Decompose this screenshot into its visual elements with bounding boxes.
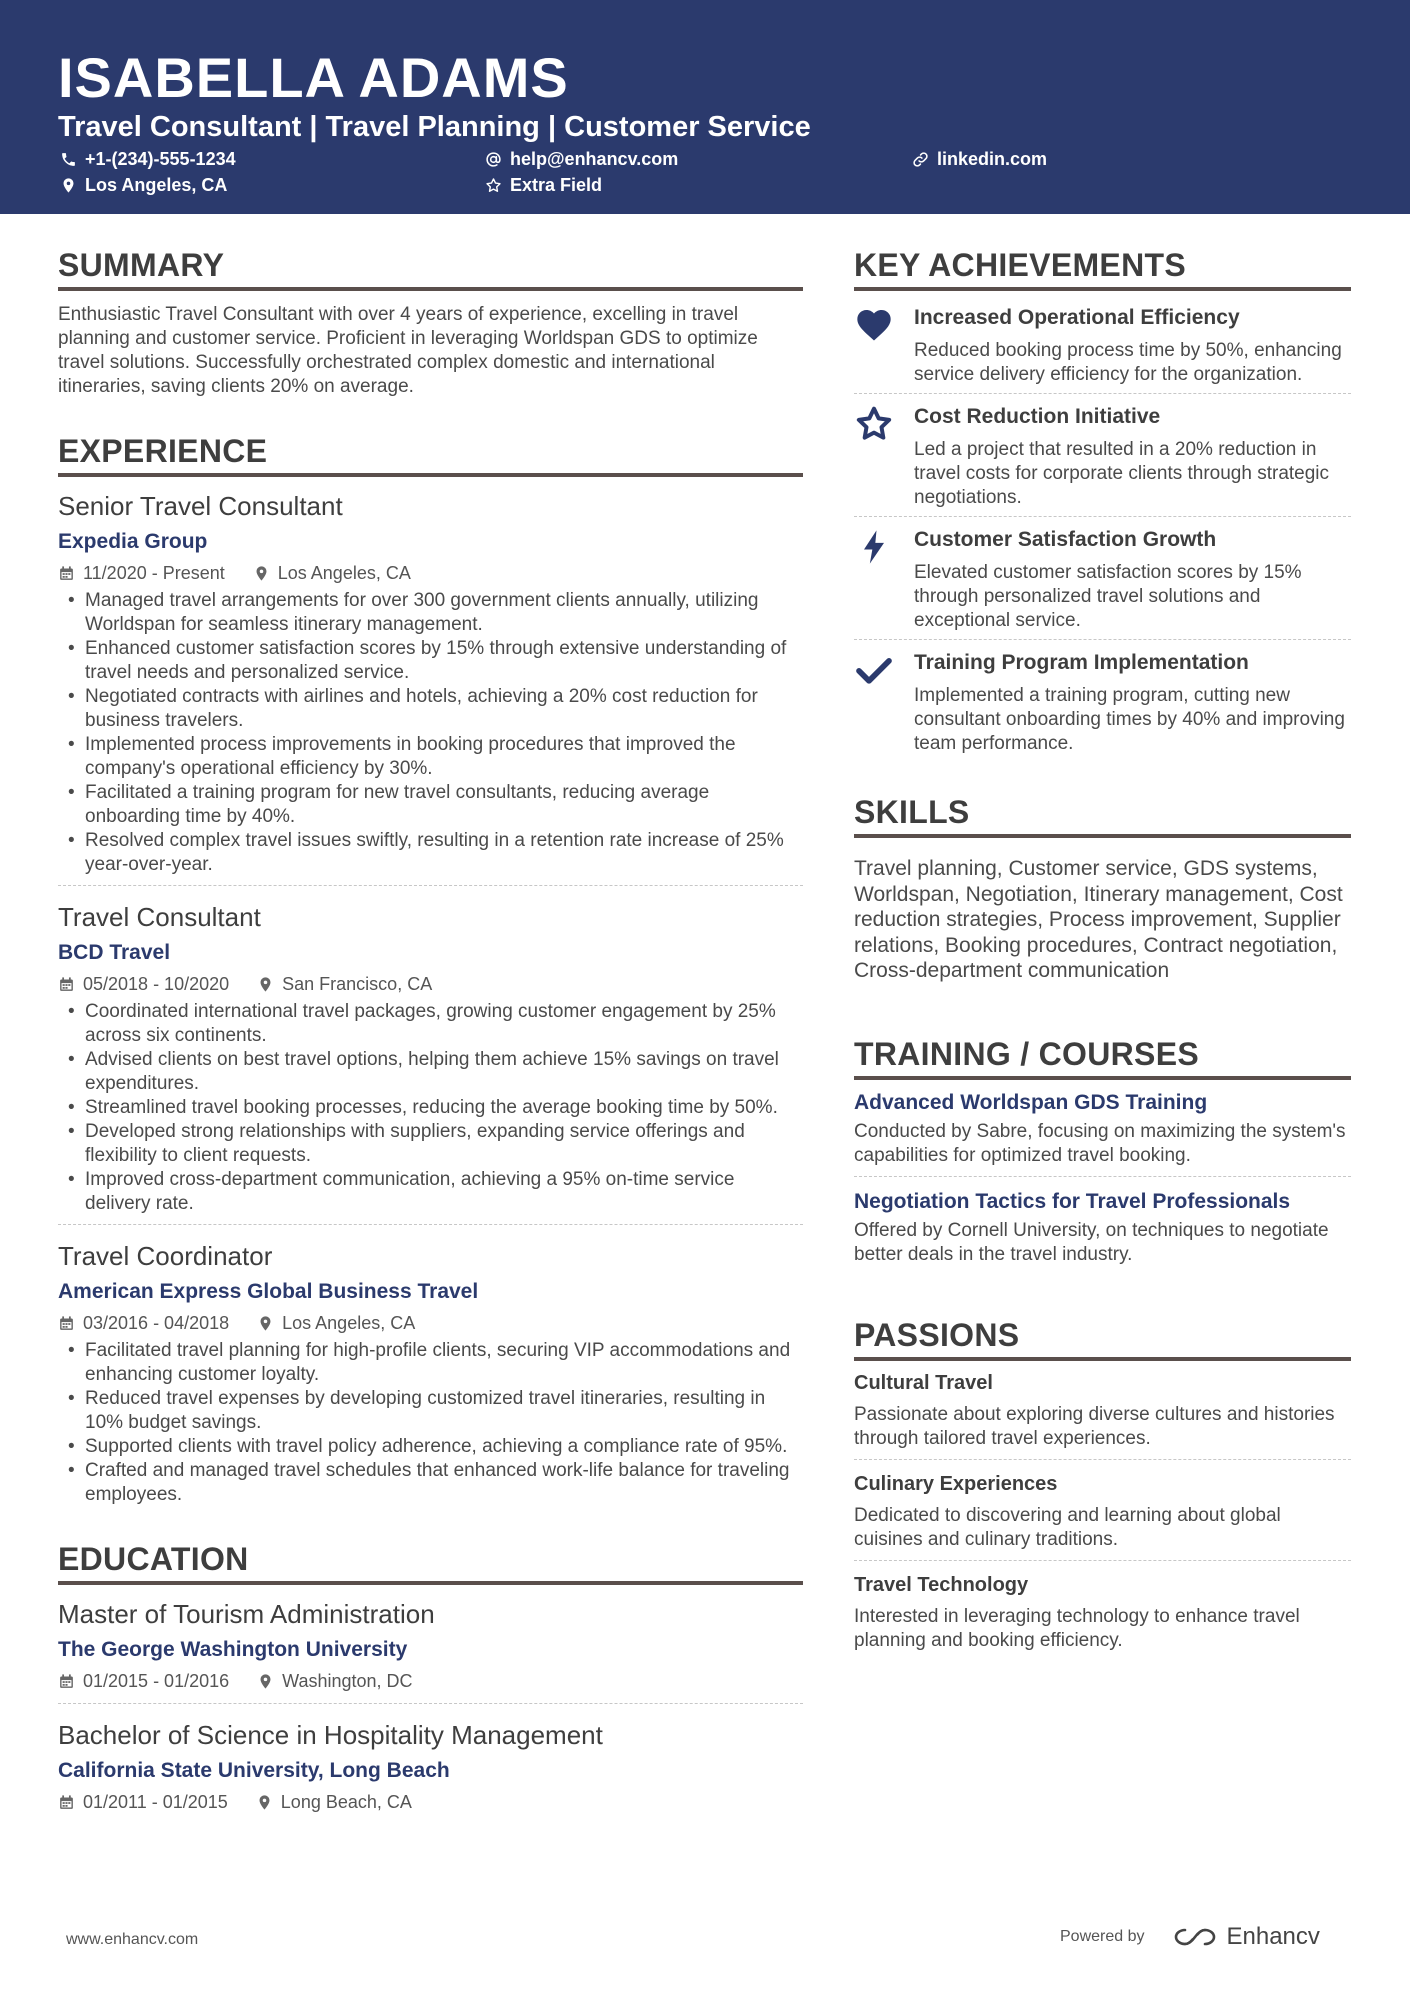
passion-title: Travel Technology xyxy=(854,1573,1029,1596)
job-title: Senior Travel Consultant xyxy=(58,491,343,521)
education-meta xyxy=(58,1788,803,1816)
bullet-item: • Facilitated travel planning for high-profile clients, securing VIP accommodations and enhancing customer loyalty. xyxy=(58,1339,803,1387)
achievement-title: Increased Operational Efficiency xyxy=(914,306,1240,329)
skills-heading: SKILLS xyxy=(854,792,1351,838)
job-title: Travel Consultant xyxy=(58,902,261,932)
bullet-item: • Advised clients on best travel options, helping them achieve 15% savings on travel expenditures. xyxy=(58,1048,803,1096)
company-name: Expedia Group xyxy=(58,530,208,553)
contact-linkedin[interactable] xyxy=(912,147,1047,171)
bullet-item: • Improved cross-department communication, achieving a 95% on-time service delivery rate. xyxy=(58,1168,803,1216)
summary-heading: SUMMARY xyxy=(58,245,803,291)
email-text: help@enhancv.com xyxy=(510,149,679,169)
extra-text: Extra Field xyxy=(510,175,603,195)
star-icon xyxy=(854,404,894,444)
job-location: Los Angeles, CA xyxy=(277,563,411,583)
contact-phone[interactable] xyxy=(60,147,236,171)
achievement-title: Training Program Implementation xyxy=(914,651,1249,674)
job-dates: 05/2018 - 10/2020 xyxy=(83,974,230,994)
job-location: San Francisco, CA xyxy=(282,974,433,994)
candidate-headline: Travel Consultant | Travel Planning | Customer Service xyxy=(58,111,811,143)
left-column xyxy=(58,245,803,1838)
job-location: Los Angeles, CA xyxy=(282,1313,416,1333)
course-item xyxy=(854,1088,1351,1177)
bullet-item: • Reduced travel expenses by developing customized travel itineraries, resulting in 10% budget savings. xyxy=(58,1387,803,1435)
school-name: California State University, Long Beach xyxy=(58,1759,450,1782)
education-heading: EDUCATION xyxy=(58,1539,803,1585)
degree-title: Bachelor of Science in Hospitality Management xyxy=(58,1720,603,1750)
bullet-item: • Resolved complex travel issues swiftly, resulting in a retention rate increase of 25% year-over-year. xyxy=(58,829,803,877)
map-pin-icon xyxy=(257,1673,274,1690)
contact-extra xyxy=(485,173,602,197)
course-title: Advanced Worldspan GDS Training xyxy=(854,1090,1208,1114)
calendar-icon xyxy=(58,1315,75,1332)
experience-heading: EXPERIENCE xyxy=(58,431,803,477)
footer-branding xyxy=(1060,1923,1320,1951)
achievement-item xyxy=(854,640,1351,762)
map-pin-icon xyxy=(257,1315,274,1332)
school-name: The George Washington University xyxy=(58,1638,408,1661)
course-desc: Conducted by Sabre, focusing on maximizing the system's capabilities for optimized travel booking. xyxy=(854,1120,1346,1166)
phone-icon xyxy=(60,151,77,168)
job-entry xyxy=(58,1239,803,1515)
job-bullets xyxy=(58,589,803,877)
passion-item xyxy=(854,1470,1351,1561)
job-meta xyxy=(58,970,803,998)
achievement-desc: Elevated customer satisfaction scores by 15% through personalized travel solutions and exceptional service. xyxy=(914,562,1302,631)
achievement-desc: Implemented a training program, cutting new consultant onboarding times by 40% and improving team performance. xyxy=(914,685,1345,754)
bullet-item: • Enhanced customer satisfaction scores by 15% through extensive understanding of travel needs and personalized service. xyxy=(58,637,803,685)
summary-text: Enthusiastic Travel Consultant with over 4 years of experience, excelling in travel planning and customer service. Proficient in leveraging Worldspan GDS to optimize travel solutions. Successfully orchestrated complex domestic and international itineraries, saving clients 20% on average. xyxy=(58,304,758,397)
education-location: Long Beach, CA xyxy=(280,1792,412,1812)
degree-title: Master of Tourism Administration xyxy=(58,1599,435,1629)
education-dates: 01/2015 - 01/2016 xyxy=(83,1671,230,1691)
course-item xyxy=(854,1187,1351,1275)
calendar-icon xyxy=(58,976,75,993)
link-icon xyxy=(912,151,929,168)
company-name: American Express Global Business Travel xyxy=(58,1280,479,1303)
job-entry xyxy=(58,900,803,1225)
bullet-item: • Implemented process improvements in booking procedures that improved the company's operational efficiency by 30%. xyxy=(58,733,803,781)
contact-email[interactable] xyxy=(485,147,678,171)
achievement-item xyxy=(854,394,1351,517)
bullet-item: • Streamlined travel booking processes, reducing the average booking time by 50%. xyxy=(58,1096,803,1120)
passions-heading: PASSIONS xyxy=(854,1315,1351,1361)
powered-by-label: Powered by xyxy=(1060,1928,1145,1945)
footer-website[interactable]: www.enhancv.com xyxy=(66,1931,199,1948)
job-meta xyxy=(58,559,803,587)
bullet-item: • Facilitated a training program for new travel consultants, reducing average onboarding time by 40%. xyxy=(58,781,803,829)
right-column xyxy=(854,245,1351,1671)
star-outline-icon xyxy=(485,177,502,194)
job-meta xyxy=(58,1309,803,1337)
passion-item xyxy=(854,1369,1351,1460)
checkmark-icon xyxy=(854,650,894,690)
calendar-icon xyxy=(58,1673,75,1690)
passion-desc: Passionate about exploring diverse cultures and histories through tailored travel experiences. xyxy=(854,1403,1335,1449)
job-bullets xyxy=(58,1339,803,1507)
contact-location xyxy=(60,173,227,197)
enhancv-logo[interactable] xyxy=(1171,1923,1320,1951)
passion-title: Cultural Travel xyxy=(854,1371,993,1394)
calendar-icon xyxy=(58,565,75,582)
bullet-item: • Crafted and managed travel schedules that enhanced work-life balance for traveling employees. xyxy=(58,1459,803,1507)
education-dates: 01/2011 - 01/2015 xyxy=(83,1792,228,1812)
brand-name: Enhancv xyxy=(1226,1923,1320,1950)
achievement-title: Customer Satisfaction Growth xyxy=(914,528,1217,551)
passion-desc: Interested in leveraging technology to enhance travel planning and booking efficiency. xyxy=(854,1605,1300,1651)
map-pin-icon xyxy=(256,1794,273,1811)
job-dates: 03/2016 - 04/2018 xyxy=(83,1313,230,1333)
candidate-name: ISABELLA ADAMS xyxy=(58,46,569,109)
company-name: BCD Travel xyxy=(58,941,171,964)
passion-desc: Dedicated to discovering and learning about global cuisines and culinary traditions. xyxy=(854,1504,1281,1550)
achievement-title: Cost Reduction Initiative xyxy=(914,405,1161,428)
education-entry xyxy=(58,1597,803,1704)
bullet-item: • Negotiated contracts with airlines and hotels, achieving a 20% cost reduction for business travelers. xyxy=(58,685,803,733)
enhancv-logo-icon xyxy=(1171,1924,1219,1950)
lightning-icon xyxy=(854,527,894,567)
at-icon xyxy=(485,151,502,168)
passion-item xyxy=(854,1571,1351,1661)
map-pin-icon xyxy=(60,177,77,194)
job-entry xyxy=(58,489,803,886)
job-bullets xyxy=(58,1000,803,1216)
achievement-desc: Reduced booking process time by 50%, enhancing service delivery efficiency for the organization. xyxy=(914,340,1342,385)
bullet-item: • Developed strong relationships with suppliers, expanding service offerings and flexibility to client requests. xyxy=(58,1120,803,1168)
job-title: Travel Coordinator xyxy=(58,1241,273,1271)
calendar-icon xyxy=(58,1794,75,1811)
achievements-heading: KEY ACHIEVEMENTS xyxy=(854,245,1351,291)
education-meta xyxy=(58,1667,803,1695)
bullet-item: • Coordinated international travel packages, growing customer engagement by 25% across six continents. xyxy=(58,1000,803,1048)
education-location: Washington, DC xyxy=(282,1671,413,1691)
skills-list: Travel planning, Customer service, GDS systems, Worldspan, Negotiation, Itinerary management, Cost reduction strategies, Process improvement, Supplier relations, Booking procedures, Contract negotiation, Cross-department communication xyxy=(854,857,1343,982)
course-desc: Offered by Cornell University, on techniques to negotiate better deals in the travel industry. xyxy=(854,1219,1329,1265)
map-pin-icon xyxy=(253,565,270,582)
bullet-item: • Managed travel arrangements for over 300 government clients annually, utilizing Worldspan for seamless itinerary management. xyxy=(58,589,803,637)
achievement-item xyxy=(854,295,1351,394)
job-dates: 11/2020 - Present xyxy=(83,563,225,583)
phone-text: +1-(234)-555-1234 xyxy=(85,149,236,169)
heart-icon xyxy=(854,305,894,345)
resume-header xyxy=(0,0,1410,214)
map-pin-icon xyxy=(257,976,274,993)
achievement-item xyxy=(854,517,1351,640)
education-entry xyxy=(58,1718,803,1824)
location-text: Los Angeles, CA xyxy=(85,175,228,195)
passion-title: Culinary Experiences xyxy=(854,1472,1058,1495)
course-title: Negotiation Tactics for Travel Professionals xyxy=(854,1189,1291,1213)
training-heading: TRAINING / COURSES xyxy=(854,1034,1351,1080)
achievement-desc: Led a project that resulted in a 20% reduction in travel costs for corporate clients through strategic negotiations. xyxy=(914,439,1330,508)
bullet-item: • Supported clients with travel policy adherence, achieving a compliance rate of 95%. xyxy=(58,1435,803,1459)
linkedin-text: linkedin.com xyxy=(937,149,1048,169)
